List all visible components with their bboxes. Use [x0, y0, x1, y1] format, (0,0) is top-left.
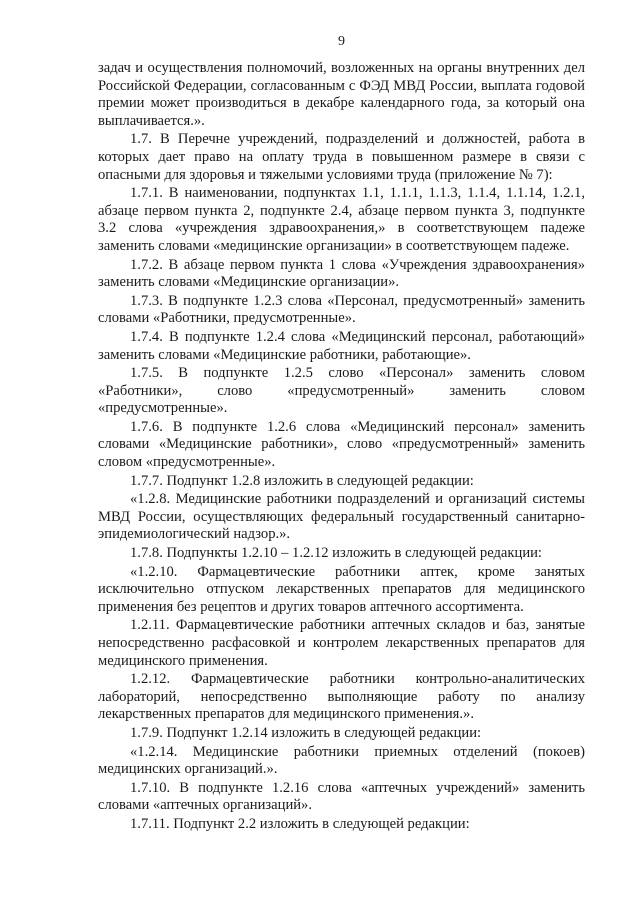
paragraph: 1.7.10. В подпункте 1.2.16 слова «аптечных учреждений» заменить словами «аптечных организаций».	[98, 779, 585, 814]
document-body	[98, 60, 585, 834]
paragraph: 1.7.7. Подпункт 1.2.8 изложить в следующей редакции:	[130, 472, 474, 489]
page-number: 9	[338, 34, 345, 49]
paragraph: 1.7.4. В подпункте 1.2.4 слова «Медицинский персонал, работающий» заменить словами «Медицинские работники, работающие».	[98, 328, 585, 363]
paragraph: «1.2.14. Медицинские работники приемных отделений (покоев) медицинских организаций.».	[98, 743, 585, 778]
paragraph: 1.7.6. В подпункте 1.2.6 слова «Медицинский персонал» заменить словами «Медицинские работники», слово «предусмотренный» заменить словом «предусмотренные».	[98, 418, 585, 471]
paragraph: «1.2.10. Фармацевтические работники аптек, кроме занятых исключительно отпуском лекарственных препаратов для медицинского применения без рецептов и других товаров аптечного ассортимента.	[98, 563, 585, 615]
paragraph: 1.7.1. В наименовании, подпунктах 1.1, 1.1.1, 1.1.3, 1.1.4, 1.1.14, 1.2.1, абзаце первом пункта 2, подпункте 2.4, абзаце первом пункта 3, подпункте 3.2 слова «учреждения здравоохранения,» в соответствующем падеже заменить словами «медицинские организации» в соответствующем падеже.	[98, 185, 585, 254]
paragraph: 1.7.9. Подпункт 1.2.14 изложить в следующей редакции:	[130, 724, 482, 741]
paragraph: 1.2.12. Фармацевтические работники контрольно-аналитических лабораторий, непосредственно выполняющие работу по анализу лекарственных препаратов для медицинского применения.».	[98, 671, 585, 723]
paragraph: 1.2.11. Фармацевтические работники аптечных складов и баз, занятые непосредственно расфасовкой и контролем лекарственных препаратов для медицинского применения.	[98, 617, 585, 669]
paragraph: 1.7.8. Подпункты 1.2.10 – 1.2.12 изложить в следующей редакции:	[130, 545, 542, 562]
paragraph: 1.7.5. В подпункте 1.2.5 слово «Персонал» заменить словом «Работники», слово «предусмотренный» заменить словом «предусмотренные».	[98, 365, 585, 417]
paragraph: 1.7.11. Подпункт 2.2 изложить в следующей редакции:	[130, 815, 470, 832]
paragraph: задач и осуществления полномочий, возложенных на органы внутренних дел Российской Федерации, согласованным с ФЭД МВД России, выплата годовой премии может производиться в декабре календарного года, за который она выплачивается.».	[98, 60, 585, 129]
paragraph: 1.7.2. В абзаце первом пункта 1 слова «Учреждения здравоохранения» заменить словами «Медицинские организации».	[98, 256, 585, 291]
paragraph: 1.7. В Перечне учреждений, подразделений и должностей, работа в которых дает право на оплату труда в повышенном размере в связи с опасными для здоровья и тяжелыми условиями труда (приложение № 7):	[98, 131, 585, 183]
paragraph: «1.2.8. Медицинские работники подразделений и организаций системы МВД России, осуществляющих федеральный государственный санитарно-эпидемиологический надзор.».	[98, 491, 585, 543]
paragraph: 1.7.3. В подпункте 1.2.3 слова «Персонал, предусмотренный» заменить словами «Работники, предусмотренные».	[98, 292, 585, 327]
